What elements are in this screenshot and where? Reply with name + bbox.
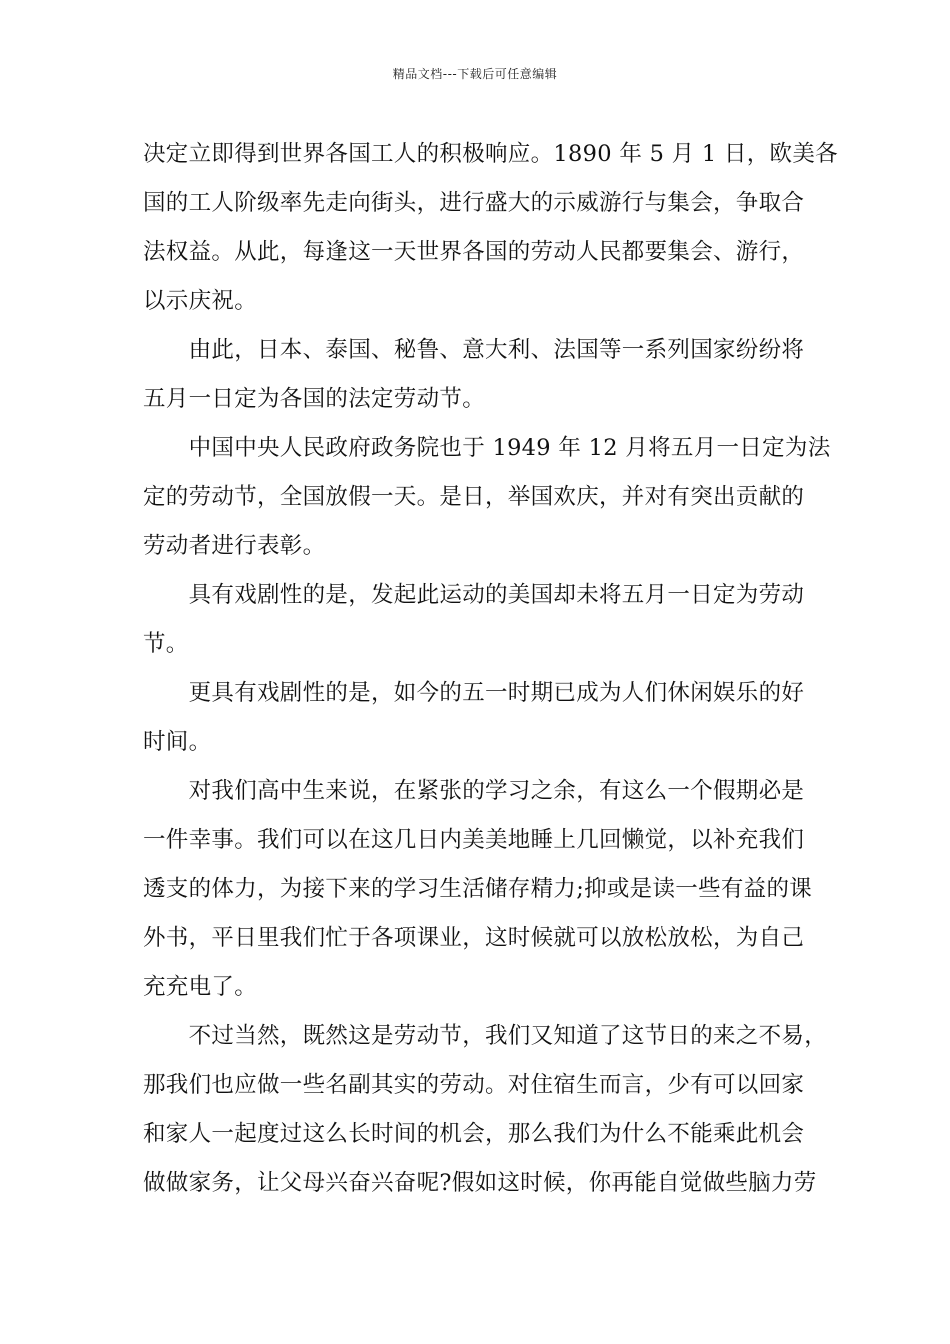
text-line: 一件幸事。我们可以在这几日内美美地睡上几回懒觉，以补充我们 <box>143 827 805 853</box>
paragraph-7 <box>143 1012 828 1208</box>
paragraph-1 <box>143 130 838 326</box>
text-line: 决定立即得到世界各国工人的积极响应。1890 年 5 月 1 日，欧美各 <box>143 141 838 167</box>
text-line: 中国中央人民政府政务院也于 1949 年 12 月将五月一日定为法 <box>143 435 831 461</box>
paragraph-5 <box>143 669 813 767</box>
text-line: 国的工人阶级率先走向街头，进行盛大的示威游行与集会，争取合 <box>143 190 805 216</box>
text-line: 充充电了。 <box>143 974 258 1000</box>
text-line: 更具有戏剧性的是，如今的五一时期已成为人们休闲娱乐的好 <box>143 680 805 706</box>
text-line: 那我们也应做一些名副其实的劳动。对住宿生而言，少有可以回家 <box>143 1072 805 1098</box>
text-line: 不过当然，既然这是劳动节，我们又知道了这节日的来之不易， <box>143 1023 828 1049</box>
text-line: 节。 <box>143 631 189 657</box>
text-line: 对我们高中生来说，在紧张的学习之余，有这么一个假期必是 <box>143 778 805 804</box>
text-line: 法权益。从此，每逢这一天世界各国的劳动人民都要集会、游行， <box>143 239 805 265</box>
document-body <box>143 130 838 1208</box>
text-line: 定的劳动节，全国放假一天。是日，举国欢庆，并对有突出贡献的 <box>143 484 805 510</box>
text-line: 五月一日定为各国的法定劳动节。 <box>143 386 486 412</box>
text-line: 劳动者进行表彰。 <box>143 533 326 559</box>
paragraph-6 <box>143 767 813 1012</box>
page-header: 精品文档---下载后可任意编辑 <box>392 67 558 81</box>
paragraph-2 <box>143 326 813 424</box>
text-line: 以示庆祝。 <box>143 288 258 314</box>
paragraph-4 <box>143 571 813 669</box>
text-line: 和家人一起度过这么长时间的机会，那么我们为什么不能乘此机会 <box>143 1121 805 1147</box>
text-line: 由此，日本、泰国、秘鲁、意大利、法国等一系列国家纷纷将 <box>143 337 805 363</box>
text-line: 具有戏剧性的是，发起此运动的美国却未将五月一日定为劳动 <box>143 582 805 608</box>
text-line: 做做家务，让父母兴奋兴奋呢?假如这时候，你再能自觉做些脑力劳 <box>143 1170 817 1196</box>
text-line: 外书，平日里我们忙于各项课业，这时候就可以放松放松，为自己 <box>143 925 805 951</box>
paragraph-3 <box>143 424 831 571</box>
text-line: 时间。 <box>143 729 212 755</box>
text-line: 透支的体力，为接下来的学习生活储存精力;抑或是读一些有益的课 <box>143 876 813 902</box>
